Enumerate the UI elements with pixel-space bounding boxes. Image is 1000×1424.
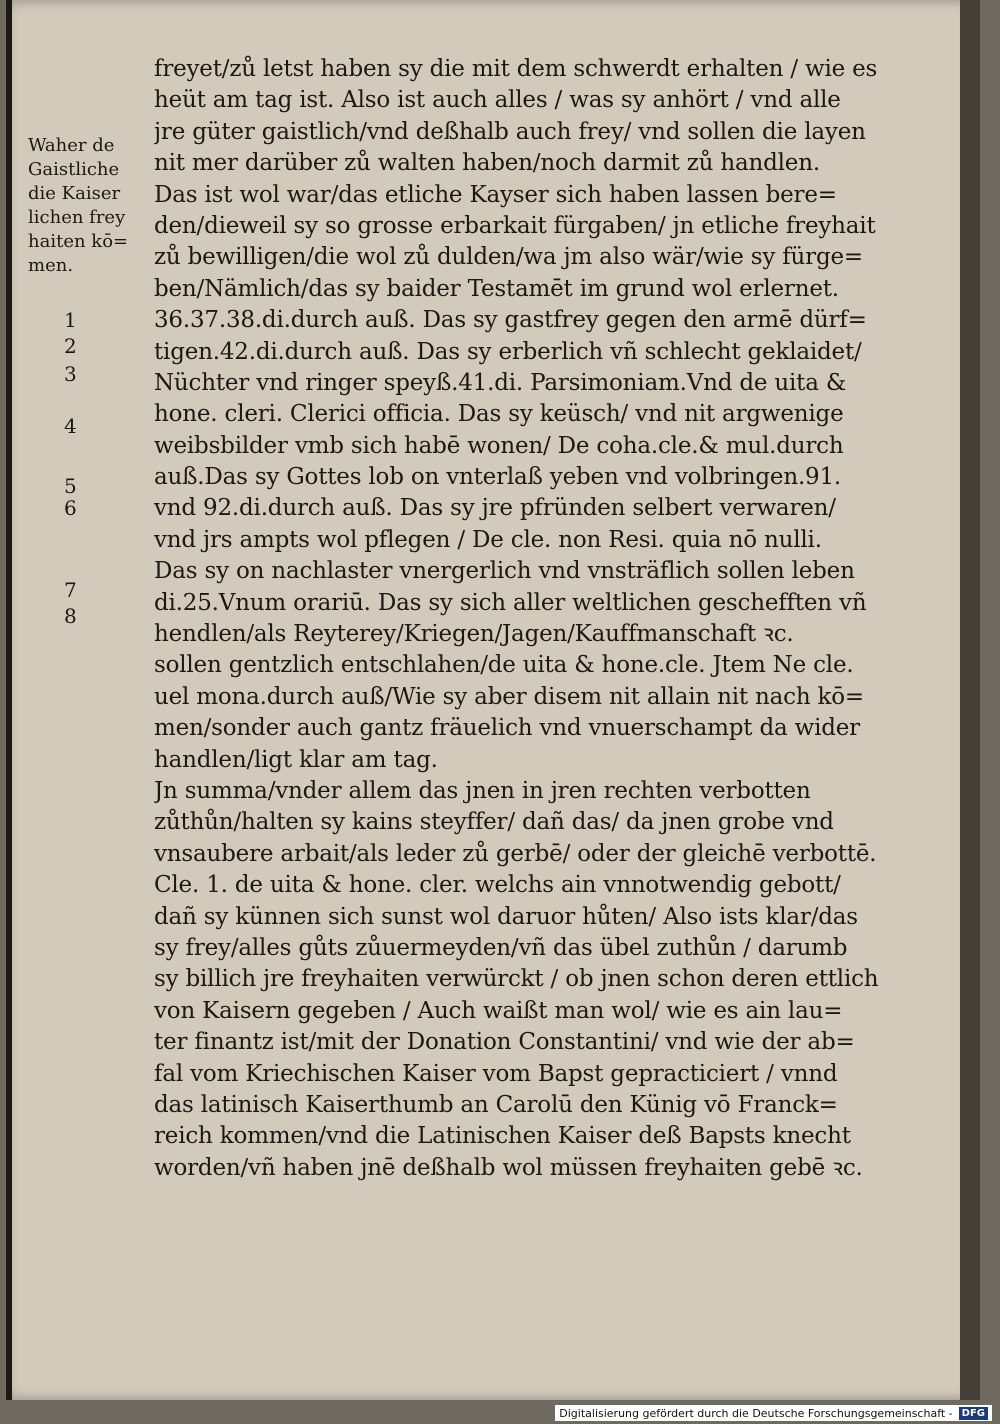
- text-line: Nüchter vnd ringer speyß.41.di. Parsimoniam.Vnd de uita &: [154, 369, 847, 396]
- text-line: Das sy on nachlaster vnergerlich vnd vnsträflich sollen leben: [154, 558, 855, 585]
- page-left-edge: [6, 0, 12, 1400]
- margin-ref: 1: [64, 308, 77, 332]
- text-line: jre güter gaistlich/vnd deßhalb auch frey/ vnd sollen die layen: [154, 118, 866, 145]
- text-line: das latinisch Kaiserthumb an Carolū den Künig vō Franck=: [154, 1091, 838, 1118]
- text-line: Cle. 1. de uita & hone. cler. welchs ain vnnotwendig gebott/: [154, 872, 841, 899]
- text-line: freyet/zů letst haben sy die mit dem schwerdt erhalten / wie es: [154, 56, 878, 82]
- text-line: di.25.Vnum orariū. Das sy sich aller weltlichen geschefften vñ: [154, 589, 867, 616]
- text-line: vnsaubere arbait/als leder zů gerbē/ oder der gleichē verbottē.: [154, 840, 877, 867]
- text-line: nit mer darüber zů walten haben/noch darmit zů handlen.: [154, 150, 820, 177]
- text-line: heüt am tag ist. Also ist auch alles / was sy anhört / vnd alle: [154, 87, 841, 114]
- margin-ref: 2: [64, 334, 77, 358]
- margin-ref: 7: [64, 578, 77, 602]
- text-line: ter finantz ist/mit der Donation Constantini/ vnd wie der ab=: [154, 1029, 855, 1056]
- text-line: von Kaisern gegeben / Auch waißt man wol/ wie es ain lau=: [154, 997, 843, 1024]
- text-line: sy frey/alles gůts zůuermeyden/vñ das übel zuthůn / darumb: [154, 934, 848, 961]
- text-line: den/dieweil sy so grosse erbarkait fürgaben/ jn etliche freyhait: [154, 212, 876, 239]
- margin-ref: 8: [64, 604, 77, 628]
- text-line: vnd jrs ampts wol pflegen / De cle. non Resi. quia nō nulli.: [154, 526, 822, 553]
- text-line: Das ist wol war/das etliche Kayser sich haben lassen bere=: [154, 181, 837, 208]
- text-line: handlen/ligt klar am tag.: [154, 746, 438, 773]
- text-line: weibsbilder vmb sich habē wonen/ De coha.cle.& mul.durch: [154, 432, 844, 459]
- text-line: tigen.42.di.durch auß. Das sy erberlich vñ schlecht geklaidet/: [154, 338, 862, 365]
- text-line: zůthůn/halten sy kains steyffer/ dañ das/ da jnen grobe vnd: [154, 809, 834, 836]
- text-line: auß.Das sy Gottes lob on vnterlaß yeben vnd volbringen.91.: [154, 464, 842, 491]
- margin-ref: 5: [64, 474, 77, 498]
- margin-ref: 6: [64, 496, 77, 520]
- margin-note-line: Gaistliche: [28, 159, 120, 180]
- text-line: Jn summa/vnder allem das jnen in jren rechten verbotten: [154, 777, 811, 804]
- text-line: fal vom Kriechischen Kaiser vom Bapst gepracticiert / vnnd: [154, 1060, 838, 1087]
- text-line: hendlen/als Reyterey/Kriegen/Jagen/Kauffmanschaft ꝛc.: [154, 621, 794, 648]
- text-line: 36.37.38.di.durch auß. Das sy gastfrey gegen den armē dürf=: [154, 307, 867, 334]
- margin-note-line: Waher de: [28, 135, 115, 156]
- text-line: sy billich jre freyhaiten verwürckt / ob jnen schon deren ettlich: [154, 966, 879, 993]
- margin-ref: 3: [64, 362, 77, 386]
- text-line: zů bewilligen/die wol zů dulden/wa jm also wär/wie sy fürge=: [154, 244, 863, 271]
- text-line: sollen gentzlich entschlahen/de uita & hone.cle. Jtem Ne cle.: [154, 652, 854, 679]
- book-page: [6, 0, 980, 1400]
- text-line: uel mona.durch auß/Wie sy aber disem nit allain nit nach kō=: [154, 683, 864, 710]
- body-text: [154, 54, 914, 1184]
- dfg-logo-icon: DFG: [959, 1407, 988, 1420]
- text-line: dañ sy künnen sich sunst wol daruor hůten/ Also ists klar/das: [154, 903, 858, 930]
- margin-note: [28, 134, 140, 278]
- text-line: ben/Nämlich/das sy baider Testamēt im grund wol erlernet.: [154, 275, 839, 302]
- text-line: worden/vñ haben jnē deßhalb wol müssen freyhaiten gebē ꝛc.: [154, 1154, 863, 1181]
- page-gutter-shadow: [960, 0, 980, 1400]
- margin-note-line: lichen frey: [28, 207, 126, 228]
- text-line: men/sonder auch gantz fräuelich vnd vnuerschampt da wider: [154, 715, 860, 742]
- footer-credit: [555, 1405, 992, 1421]
- text-line: vnd 92.di.durch auß. Das sy jre pfründen selbert verwaren/: [154, 495, 836, 522]
- footer-text: Digitalisierung gefördert durch die Deutsche Forschungsgemeinschaft -: [559, 1407, 953, 1420]
- margin-note-line: haiten kō=: [28, 231, 129, 252]
- margin-note-line: die Kaiser: [28, 183, 121, 204]
- margin-note-line: men.: [28, 255, 74, 276]
- text-line: reich kommen/vnd die Latinischen Kaiser deß Bapsts knecht: [154, 1123, 851, 1150]
- text-line: hone. cleri. Clerici officia. Das sy keüsch/ vnd nit argwenige: [154, 401, 844, 428]
- margin-ref: 4: [64, 414, 77, 438]
